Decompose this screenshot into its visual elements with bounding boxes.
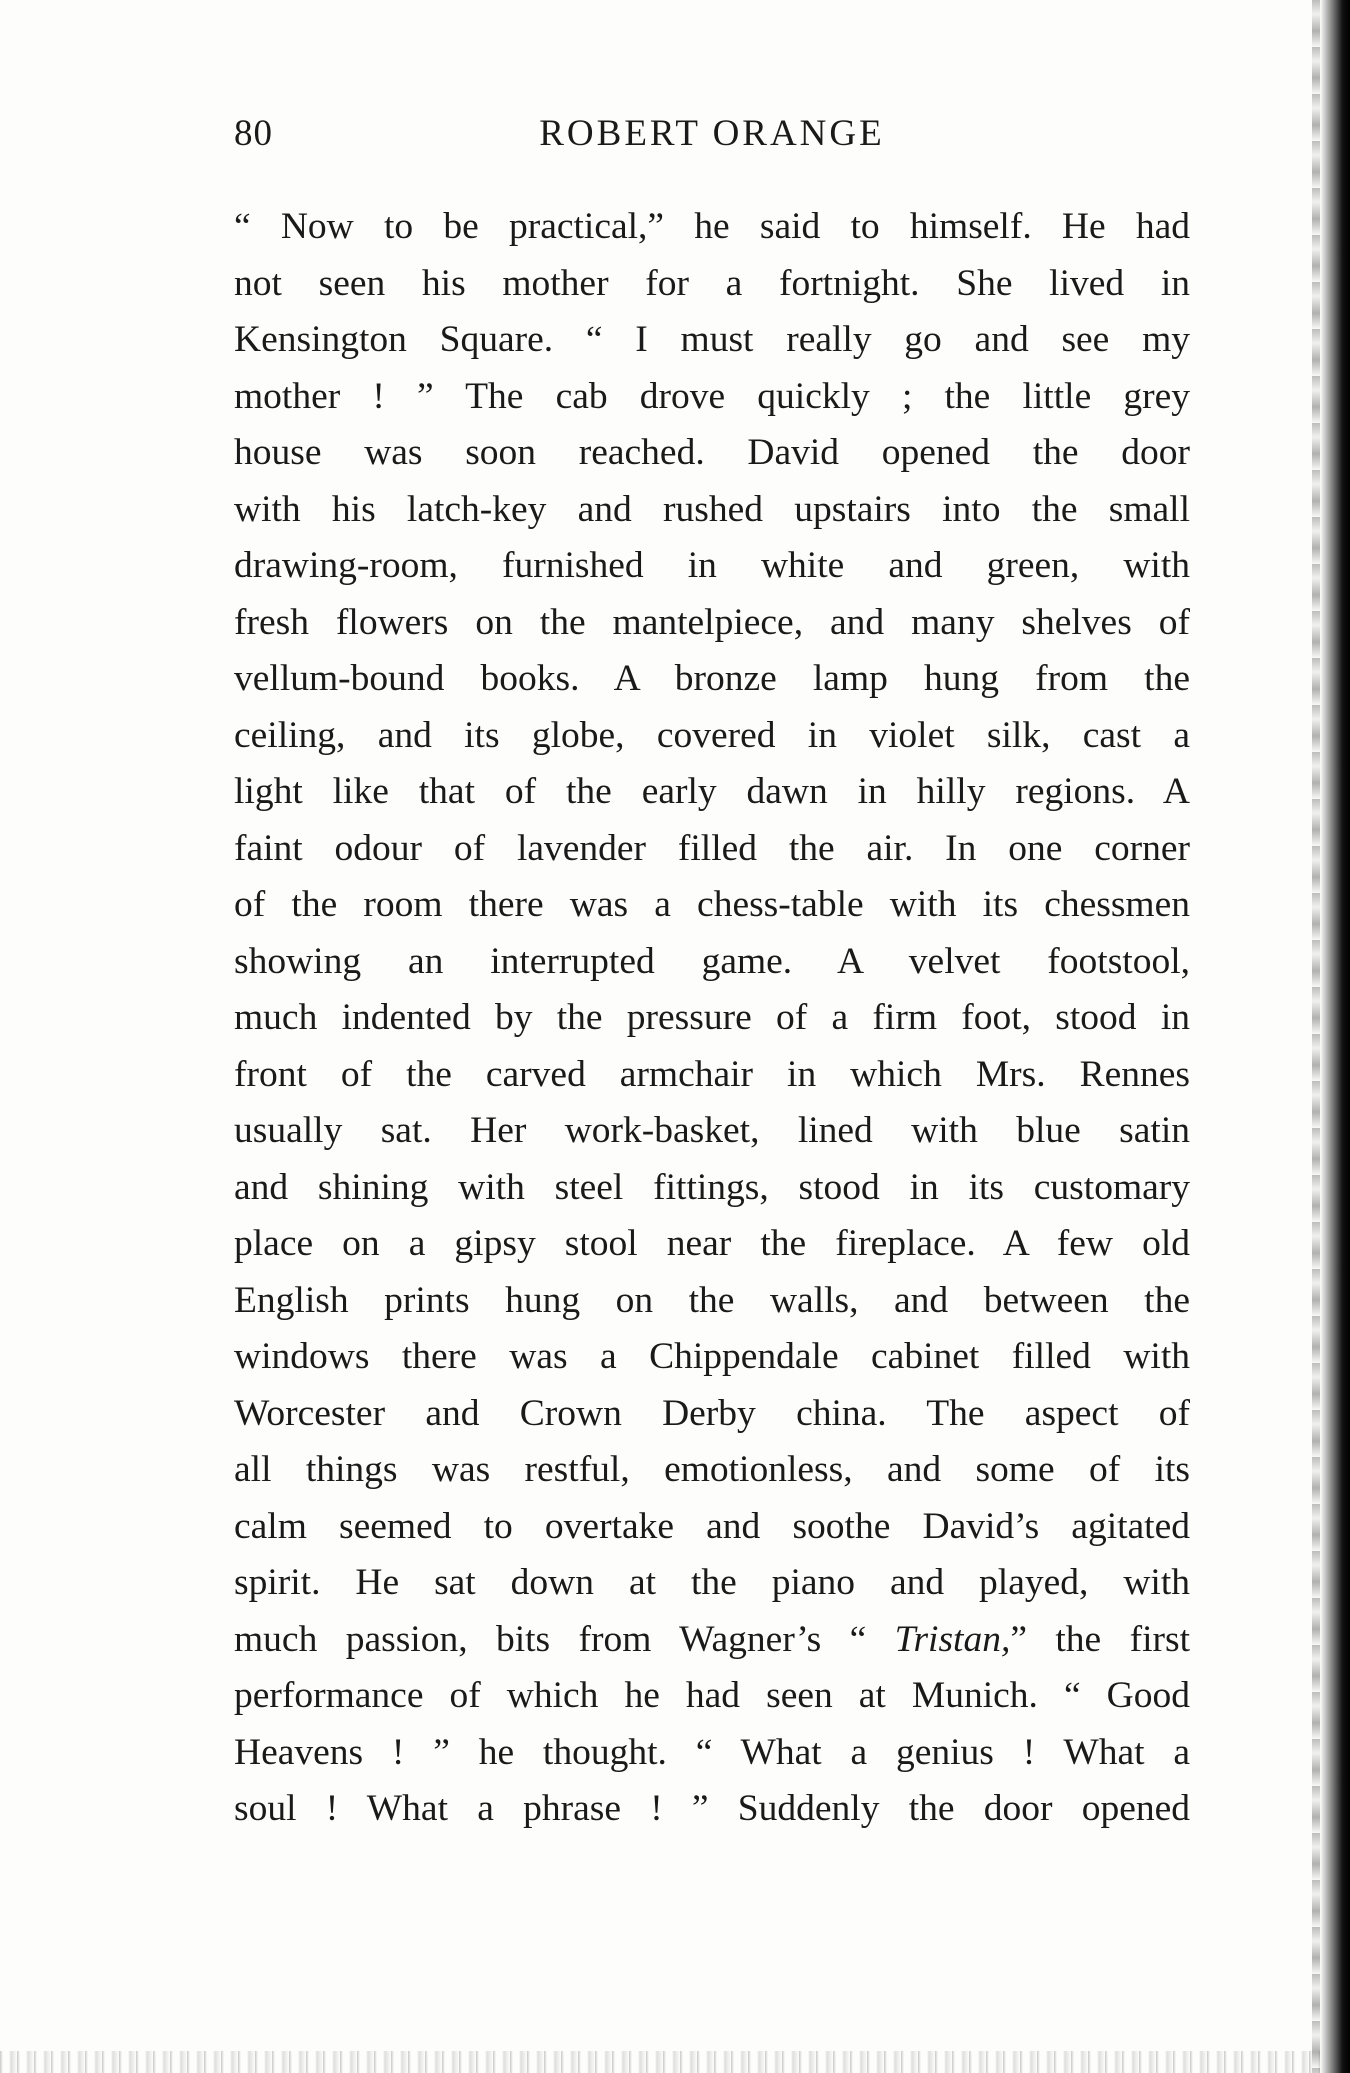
text-line: English prints hung on the walls, and between the: [234, 1279, 1190, 1321]
text-line-with-italic: [234, 1612, 1190, 1669]
text-line: performance of which he had seen at Munich. “ Good: [234, 1675, 1190, 1716]
text-line: light like that of the early dawn in hilly regions. A: [234, 771, 1190, 812]
text-segment: ” the first: [1010, 1618, 1190, 1660]
text-line: mother ! ” The cab drove quickly ; the little grey: [234, 375, 1190, 417]
binding-edge: [1320, 0, 1350, 2073]
text-segment: much passion, bits from Wagner’s “: [234, 1618, 895, 1660]
text-line: showing an interrupted game. A velvet footstool,: [234, 940, 1190, 982]
text-line: usually sat. Her work-basket, lined with blue satin: [234, 1110, 1190, 1151]
page-number: 80: [234, 113, 273, 154]
text-line: calm seemed to overtake and soothe David’s agitated: [234, 1505, 1190, 1547]
text-line: ceiling, and its globe, covered in violet silk, cast a: [234, 714, 1190, 756]
running-title: ROBERT ORANGE: [539, 113, 885, 154]
text-line: soul ! What a phrase ! ” Suddenly the door opened: [234, 1788, 1190, 1829]
text-line: front of the carved armchair in which Mrs. Rennes: [234, 1053, 1190, 1095]
text-line: “ Now to be practical,” he said to himself. He had: [234, 206, 1190, 247]
text-line: Kensington Square. “ I must really go and see my: [234, 319, 1190, 360]
text-line: much indented by the pressure of a firm foot, stood in: [234, 997, 1190, 1038]
text-line: place on a gipsy stool near the fireplace. A few old: [234, 1223, 1190, 1264]
text-line: windows there was a Chippendale cabinet filled with: [234, 1336, 1190, 1377]
text-line: with his latch-key and rushed upstairs into the small: [234, 488, 1190, 530]
text-line: Worcester and Crown Derby china. The aspect of: [234, 1392, 1190, 1434]
text-line: drawing-room, furnished in white and green, with: [234, 545, 1190, 586]
text-line: vellum-bound books. A bronze lamp hung from the: [234, 658, 1190, 699]
running-head: [234, 112, 1190, 164]
body-text: [234, 199, 1190, 1838]
text-line: fresh flowers on the mantelpiece, and many shelves of: [234, 601, 1190, 643]
text-line: house was soon reached. David opened the door: [234, 432, 1190, 473]
text-line: Heavens ! ” he thought. “ What a genius ! What a: [234, 1731, 1190, 1773]
text-line: of the room there was a chess-table with its chessmen: [234, 884, 1190, 925]
text-line: not seen his mother for a fortnight. She lived in: [234, 262, 1190, 304]
text-line: faint odour of lavender filled the air. In one corner: [234, 827, 1190, 869]
text-line: all things was restful, emotionless, and some of its: [234, 1449, 1190, 1490]
text-line: and shining with steel fittings, stood in its customary: [234, 1166, 1190, 1208]
italic-title-tristan: Tristan,: [894, 1618, 1011, 1660]
scan-speckle: [0, 2051, 1320, 2073]
scan-shadow: [1312, 0, 1320, 2073]
text-line: spirit. He sat down at the piano and played, with: [234, 1562, 1190, 1603]
